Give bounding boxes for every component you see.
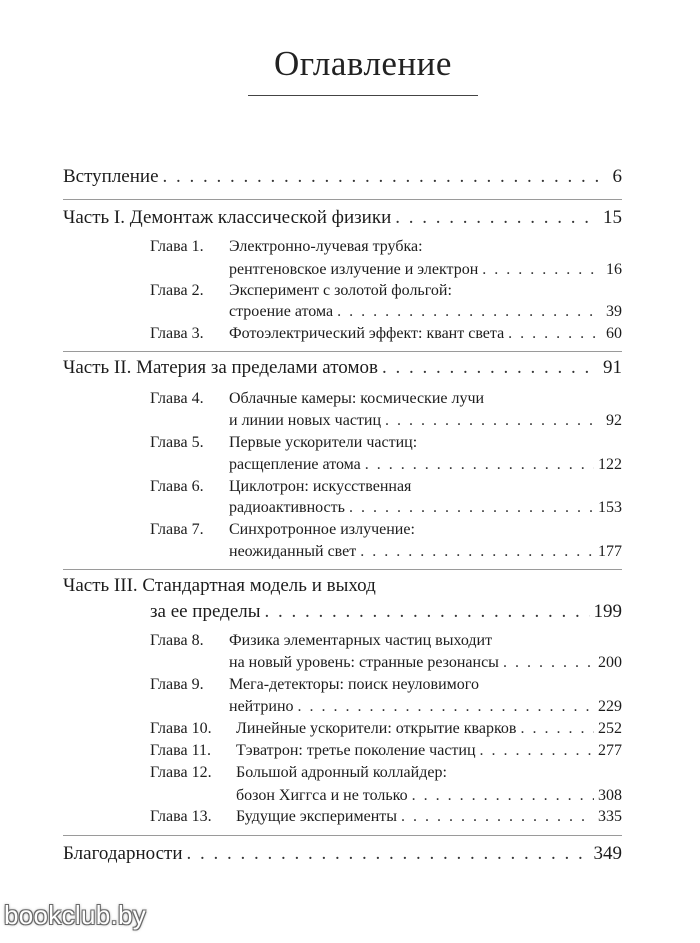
- dot-leader: [480, 742, 594, 760]
- dot-leader: [520, 720, 594, 738]
- chapter-title: Облачные камеры: космические лучи: [229, 390, 485, 407]
- dot-leader: [337, 303, 602, 321]
- dot-leader: [163, 166, 609, 188]
- chapter-title: Мега-детекторы: поиск неуловимого: [229, 676, 479, 693]
- chapter-title-cont: радиоактивность: [229, 499, 345, 516]
- dot-leader: [385, 412, 602, 430]
- toc-page-number: 92: [606, 412, 622, 429]
- chapter-title-cont: бозон Хиггса и не только: [236, 787, 408, 804]
- toc-chapter-5-line2[interactable]: [229, 456, 622, 474]
- toc-entry-label: Вступление: [63, 166, 159, 187]
- chapter-title-cont: строение атома: [229, 303, 334, 320]
- chapter-number: Глава 12.: [150, 764, 212, 781]
- toc-chapter-12-line2[interactable]: [236, 787, 622, 805]
- toc-chapter-11[interactable]: [236, 742, 622, 760]
- dot-leader: [265, 601, 590, 623]
- chapter-title: Первые ускорители частиц:: [229, 434, 418, 451]
- toc-part-label-cont: за ее пределы: [150, 601, 261, 622]
- toc-entry-thanks[interactable]: [63, 843, 622, 865]
- chapter-title: Тэватрон: третье поколение частиц: [236, 742, 476, 759]
- chapter-title: Синхротронное излучение:: [229, 521, 415, 538]
- toc-page-number: 252: [598, 720, 622, 737]
- toc-chapter-6-line1[interactable]: [229, 478, 411, 496]
- toc-part-label: Часть II. Материя за пределами атомов: [63, 357, 378, 378]
- toc-chapter-10[interactable]: [236, 720, 622, 738]
- dot-leader: [508, 325, 602, 343]
- dot-leader: [401, 808, 594, 826]
- toc-chapter-2-line2[interactable]: [229, 303, 622, 321]
- page-title: Оглавление: [274, 44, 452, 83]
- toc-chapter-1-line2[interactable]: [229, 261, 622, 279]
- chapter-number: Глава 11.: [150, 742, 211, 759]
- chapter-title-cont: неожиданный свет: [229, 543, 357, 560]
- chapter-title: Фотоэлектрический эффект: квант света: [229, 325, 505, 342]
- dot-leader: [365, 456, 594, 474]
- chapter-number: Глава 10.: [150, 720, 212, 737]
- toc-chapter-7-line1[interactable]: [229, 521, 415, 539]
- toc-part-label: Часть I. Демонтаж классической физики: [63, 207, 392, 228]
- chapter-title: Большой адронный коллайдер:: [236, 764, 447, 781]
- toc-chapter-7-line2[interactable]: [229, 543, 622, 561]
- dot-leader: [187, 843, 590, 865]
- dot-leader: [503, 654, 594, 672]
- chapter-title-cont: нейтрино: [229, 698, 294, 715]
- chapter-number: Глава 2.: [150, 282, 204, 299]
- chapter-number: Глава 8.: [150, 632, 204, 649]
- toc-page-number: 6: [612, 166, 622, 187]
- toc-chapter-9-line2[interactable]: [229, 698, 622, 716]
- part-divider: [63, 569, 622, 570]
- toc-page-number: 39: [606, 303, 622, 320]
- chapter-title-cont: расщепление атома: [229, 456, 361, 473]
- toc-part-3-line2[interactable]: [150, 601, 622, 623]
- toc-page-number: 308: [598, 787, 622, 804]
- dot-leader: [395, 207, 599, 229]
- toc-part-1[interactable]: [63, 207, 622, 229]
- toc-page-number: 277: [598, 742, 622, 759]
- chapter-title: Физика элементарных частиц выходит: [229, 632, 493, 649]
- chapter-title: Будущие эксперименты: [236, 808, 398, 825]
- chapter-number: Глава 9.: [150, 676, 204, 693]
- part-divider: [63, 835, 622, 836]
- toc-chapter-9-line1[interactable]: [229, 676, 479, 694]
- toc-page-number: 15: [603, 207, 622, 228]
- toc-part-label: Часть III. Стандартная модель и выход: [63, 575, 376, 596]
- chapter-title-cont: рентгеновское излучение и электрон: [229, 261, 479, 278]
- chapter-title: Электронно-лучевая трубка:: [229, 238, 423, 255]
- dot-leader: [298, 698, 594, 716]
- toc-chapter-8-line1[interactable]: [229, 632, 492, 650]
- chapter-title: Эксперимент с золотой фольгой:: [229, 282, 452, 299]
- chapter-title: Линейные ускорители: открытие кварков: [236, 720, 517, 737]
- toc-chapter-4-line2[interactable]: [229, 412, 622, 430]
- toc-chapter-13[interactable]: [236, 808, 622, 826]
- toc-page-number: 16: [606, 261, 622, 278]
- toc-entry-label: Благодарности: [63, 843, 183, 864]
- toc-chapter-1-line1[interactable]: [229, 238, 423, 256]
- toc-chapter-6-line2[interactable]: [229, 499, 622, 517]
- toc-chapter-5-line1[interactable]: [229, 434, 417, 452]
- toc-page-number: 91: [603, 357, 622, 378]
- chapter-number: Глава 13.: [150, 808, 212, 825]
- toc-chapter-3[interactable]: [229, 325, 622, 343]
- toc-chapter-12-line1[interactable]: [236, 764, 447, 782]
- dot-leader: [349, 499, 594, 517]
- dot-leader: [360, 543, 594, 561]
- toc-entry-intro[interactable]: [63, 166, 622, 188]
- chapter-number: Глава 1.: [150, 238, 204, 255]
- dot-leader: [382, 357, 599, 379]
- toc-page-number: 335: [598, 808, 622, 825]
- toc-page-number: 199: [593, 601, 622, 622]
- chapter-number: Глава 5.: [150, 434, 204, 451]
- watermark-logo: bookclub.by: [4, 900, 147, 930]
- toc-part-2[interactable]: [63, 357, 622, 379]
- toc-page-number: 200: [598, 654, 622, 671]
- part-divider: [63, 199, 622, 200]
- toc-page-number: 122: [598, 456, 622, 473]
- chapter-number: Глава 3.: [150, 325, 204, 342]
- chapter-title-cont: на новый уровень: странные резонансы: [229, 654, 499, 671]
- toc-chapter-2-line1[interactable]: [229, 282, 452, 300]
- chapter-number: Глава 6.: [150, 478, 204, 495]
- toc-chapter-4-line1[interactable]: [229, 390, 484, 408]
- dot-leader: [412, 787, 594, 805]
- toc-page-number: 229: [598, 698, 622, 715]
- toc-page-number: 153: [598, 499, 622, 516]
- chapter-number: Глава 7.: [150, 521, 204, 538]
- part-divider: [63, 351, 622, 352]
- chapter-title: Циклотрон: искусственная: [229, 478, 412, 495]
- toc-page-number: 177: [598, 543, 622, 560]
- dot-leader: [482, 261, 602, 279]
- toc-page-number: 60: [606, 325, 622, 342]
- chapter-title-cont: и линии новых частиц: [229, 412, 382, 429]
- toc-part-3-line1[interactable]: [63, 575, 622, 597]
- toc-page-number: 349: [593, 843, 622, 864]
- toc-chapter-8-line2[interactable]: [229, 654, 622, 672]
- chapter-number: Глава 4.: [150, 390, 204, 407]
